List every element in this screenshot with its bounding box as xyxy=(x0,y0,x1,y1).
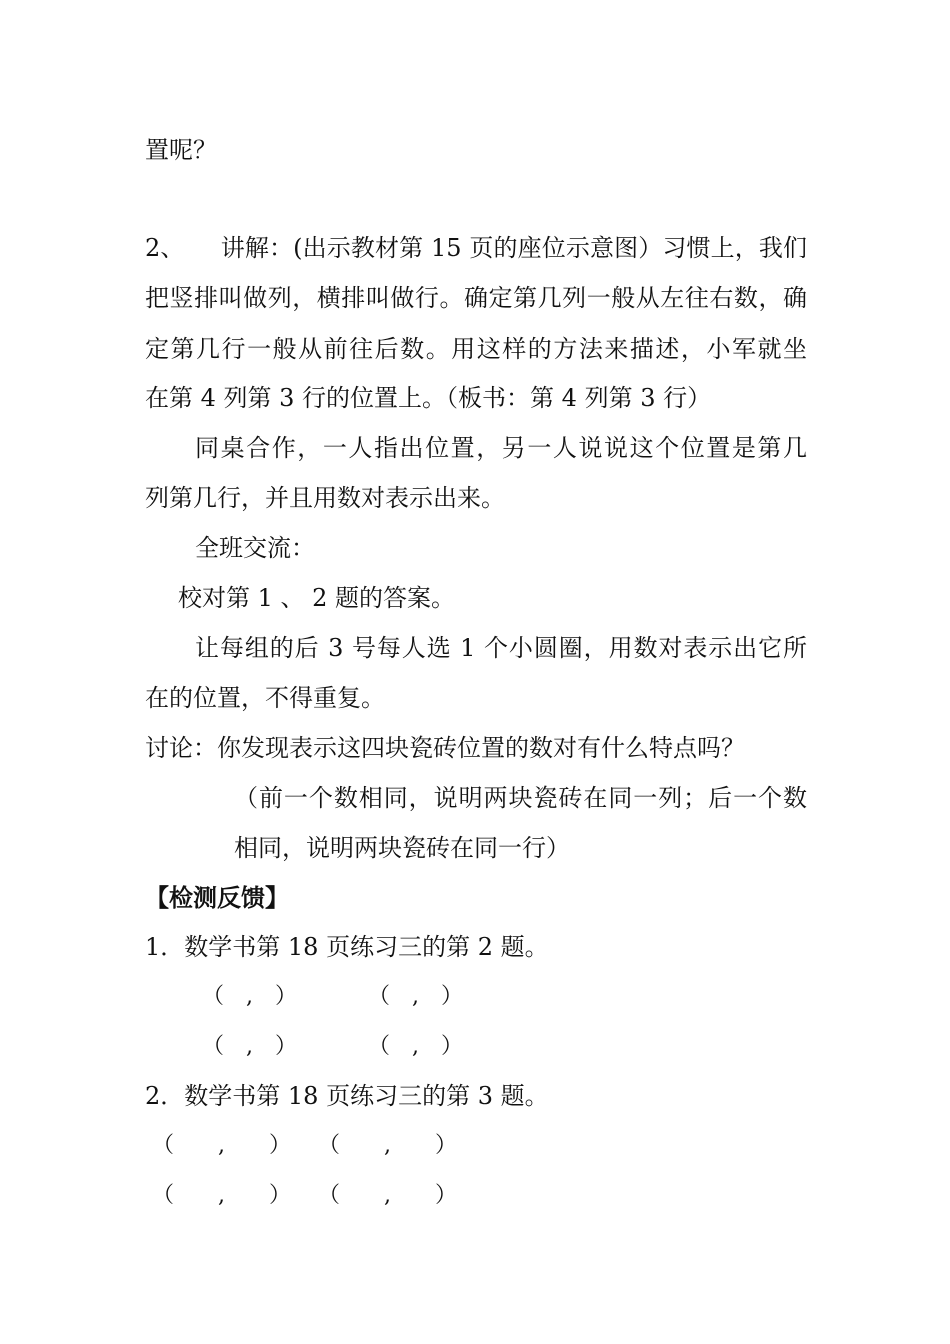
paragraph-line: 置呢？ xyxy=(145,136,217,164)
exercise-item: 2．数学书第 18 页练习三的第 3 题。 xyxy=(145,1082,549,1110)
coordinate-blank: （ , ） xyxy=(202,984,297,1009)
coordinate-blank: （ , ） xyxy=(152,1133,291,1158)
paragraph-line: 让每组的后 3 号每人选 1 个小圆圈，用数对表示出它所 xyxy=(195,634,807,662)
answer-line: 相同，说明两块瓷砖在同一行） xyxy=(234,834,570,862)
paragraph-line: 在第 4 列第 3 行的位置上。（板书：第 4 列第 3 行） xyxy=(145,384,712,412)
exercise-item: 1．数学书第 18 页练习三的第 2 题。 xyxy=(145,933,549,961)
paragraph-line: 同桌合作，一人指出位置，另一人说说这个位置是第几 xyxy=(195,434,807,462)
paragraph-line: 校对第 1 、 2 题的答案。 xyxy=(178,584,456,612)
answer-line: （前一个数相同，说明两块瓷砖在同一列；后一个数 xyxy=(234,784,807,812)
coordinate-blank: （ , ） xyxy=(368,984,463,1009)
paragraph-line: 列第几行，并且用数对表示出来。 xyxy=(145,484,505,512)
section-heading: 【检测反馈】 xyxy=(145,884,289,912)
coordinate-blank: （ , ） xyxy=(318,1183,457,1208)
coordinate-blank: （ , ） xyxy=(368,1034,463,1059)
coordinate-blank: （ , ） xyxy=(318,1133,457,1158)
paragraph-line: 定第几行一般从前往后数。用这样的方法来描述，小军就坐 xyxy=(145,335,807,363)
coordinate-blank: （ , ） xyxy=(152,1183,291,1208)
paragraph-line: 2、 讲解：(出示教材第 15 页的座位示意图）习惯上，我们 xyxy=(145,234,807,262)
paragraph-line: 把竖排叫做列，横排叫做行。确定第几列一般从左往右数，确 xyxy=(145,284,807,312)
coordinate-blank: （ , ） xyxy=(202,1034,297,1059)
paragraph-line: 全班交流： xyxy=(195,534,315,562)
paragraph-line: 在的位置，不得重复。 xyxy=(145,684,385,712)
discussion-line: 讨论：你发现表示这四块瓷砖位置的数对有什么特点吗？ xyxy=(145,734,745,762)
